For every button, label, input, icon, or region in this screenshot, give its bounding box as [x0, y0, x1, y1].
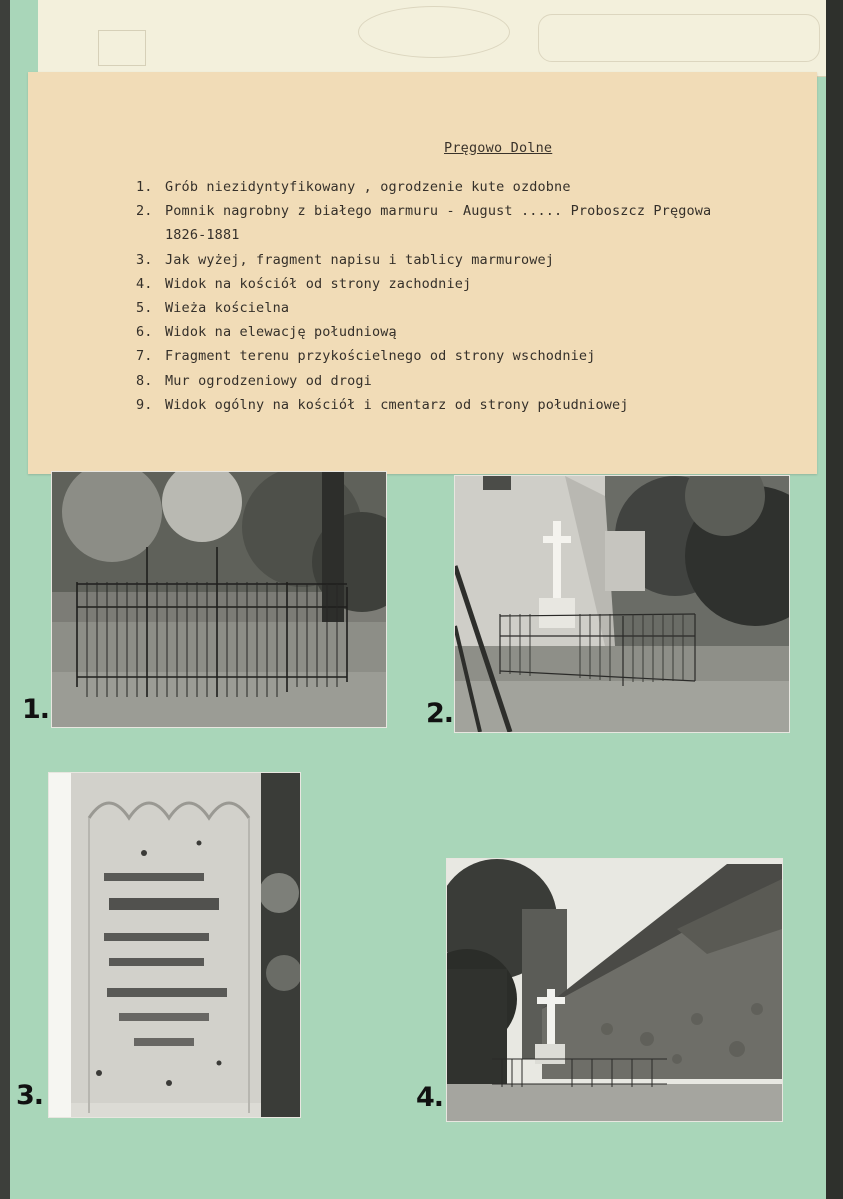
- board-edge-shadow: [826, 0, 843, 1199]
- top-paper-strip: [38, 0, 826, 77]
- photo-2: [454, 475, 790, 733]
- caption-text: Widok na elewację południową: [165, 324, 397, 341]
- photo-4: [446, 858, 783, 1122]
- caption-text: Fragment terenu przykościelnego od strony wschodniej: [165, 348, 596, 365]
- caption-number: 1.: [136, 179, 153, 195]
- caption-number: 5.: [136, 300, 153, 316]
- faint-box-mark: [538, 14, 820, 62]
- grave-fence-image: [52, 472, 386, 727]
- cross-monument-image: [455, 476, 789, 732]
- photo-3-number: 3.: [16, 1080, 44, 1111]
- caption-text: Wieża kościelna: [165, 300, 290, 316]
- caption-number: 4.: [136, 275, 153, 292]
- sheet-title: Pręgowo Dolne: [444, 140, 553, 156]
- photo-1-number: 1.: [22, 694, 50, 725]
- caption-number: 9.: [136, 396, 153, 413]
- photo-4-number: 4.: [416, 1082, 444, 1113]
- caption-sheet: [28, 72, 817, 474]
- caption-text: Widok ogólny na kościół i cmentarz od strony południowej: [165, 396, 629, 413]
- caption-text: Jak wyżej, fragment napisu i tablicy marmurowej: [165, 251, 555, 268]
- church-west-view-image: [447, 859, 782, 1121]
- caption-number: 3.: [136, 251, 153, 268]
- caption-number: 7.: [136, 348, 153, 365]
- photo-2-number: 2.: [426, 698, 454, 729]
- caption-number: 8.: [136, 372, 153, 389]
- faint-stamp-mark: [358, 6, 510, 58]
- photo-3: [48, 772, 301, 1118]
- caption-text: Grób niezidyntyfikowany , ogrodzenie kute ozdobne: [165, 179, 571, 195]
- faint-grid-mark: [98, 30, 146, 66]
- caption-number: 6.: [136, 324, 153, 341]
- caption-text: Widok na kościół od strony zachodniej: [165, 275, 472, 292]
- caption-text: 1826-1881: [165, 227, 240, 244]
- caption-text: Mur ogrodzeniowy od drogi: [165, 372, 372, 389]
- marble-tablet-image: [49, 773, 300, 1117]
- caption-number: 2.: [136, 203, 153, 220]
- caption-text: Pomnik nagrobny z białego marmuru - August ..... Proboszcz Pręgowa: [165, 203, 712, 220]
- photo-1: [51, 471, 387, 728]
